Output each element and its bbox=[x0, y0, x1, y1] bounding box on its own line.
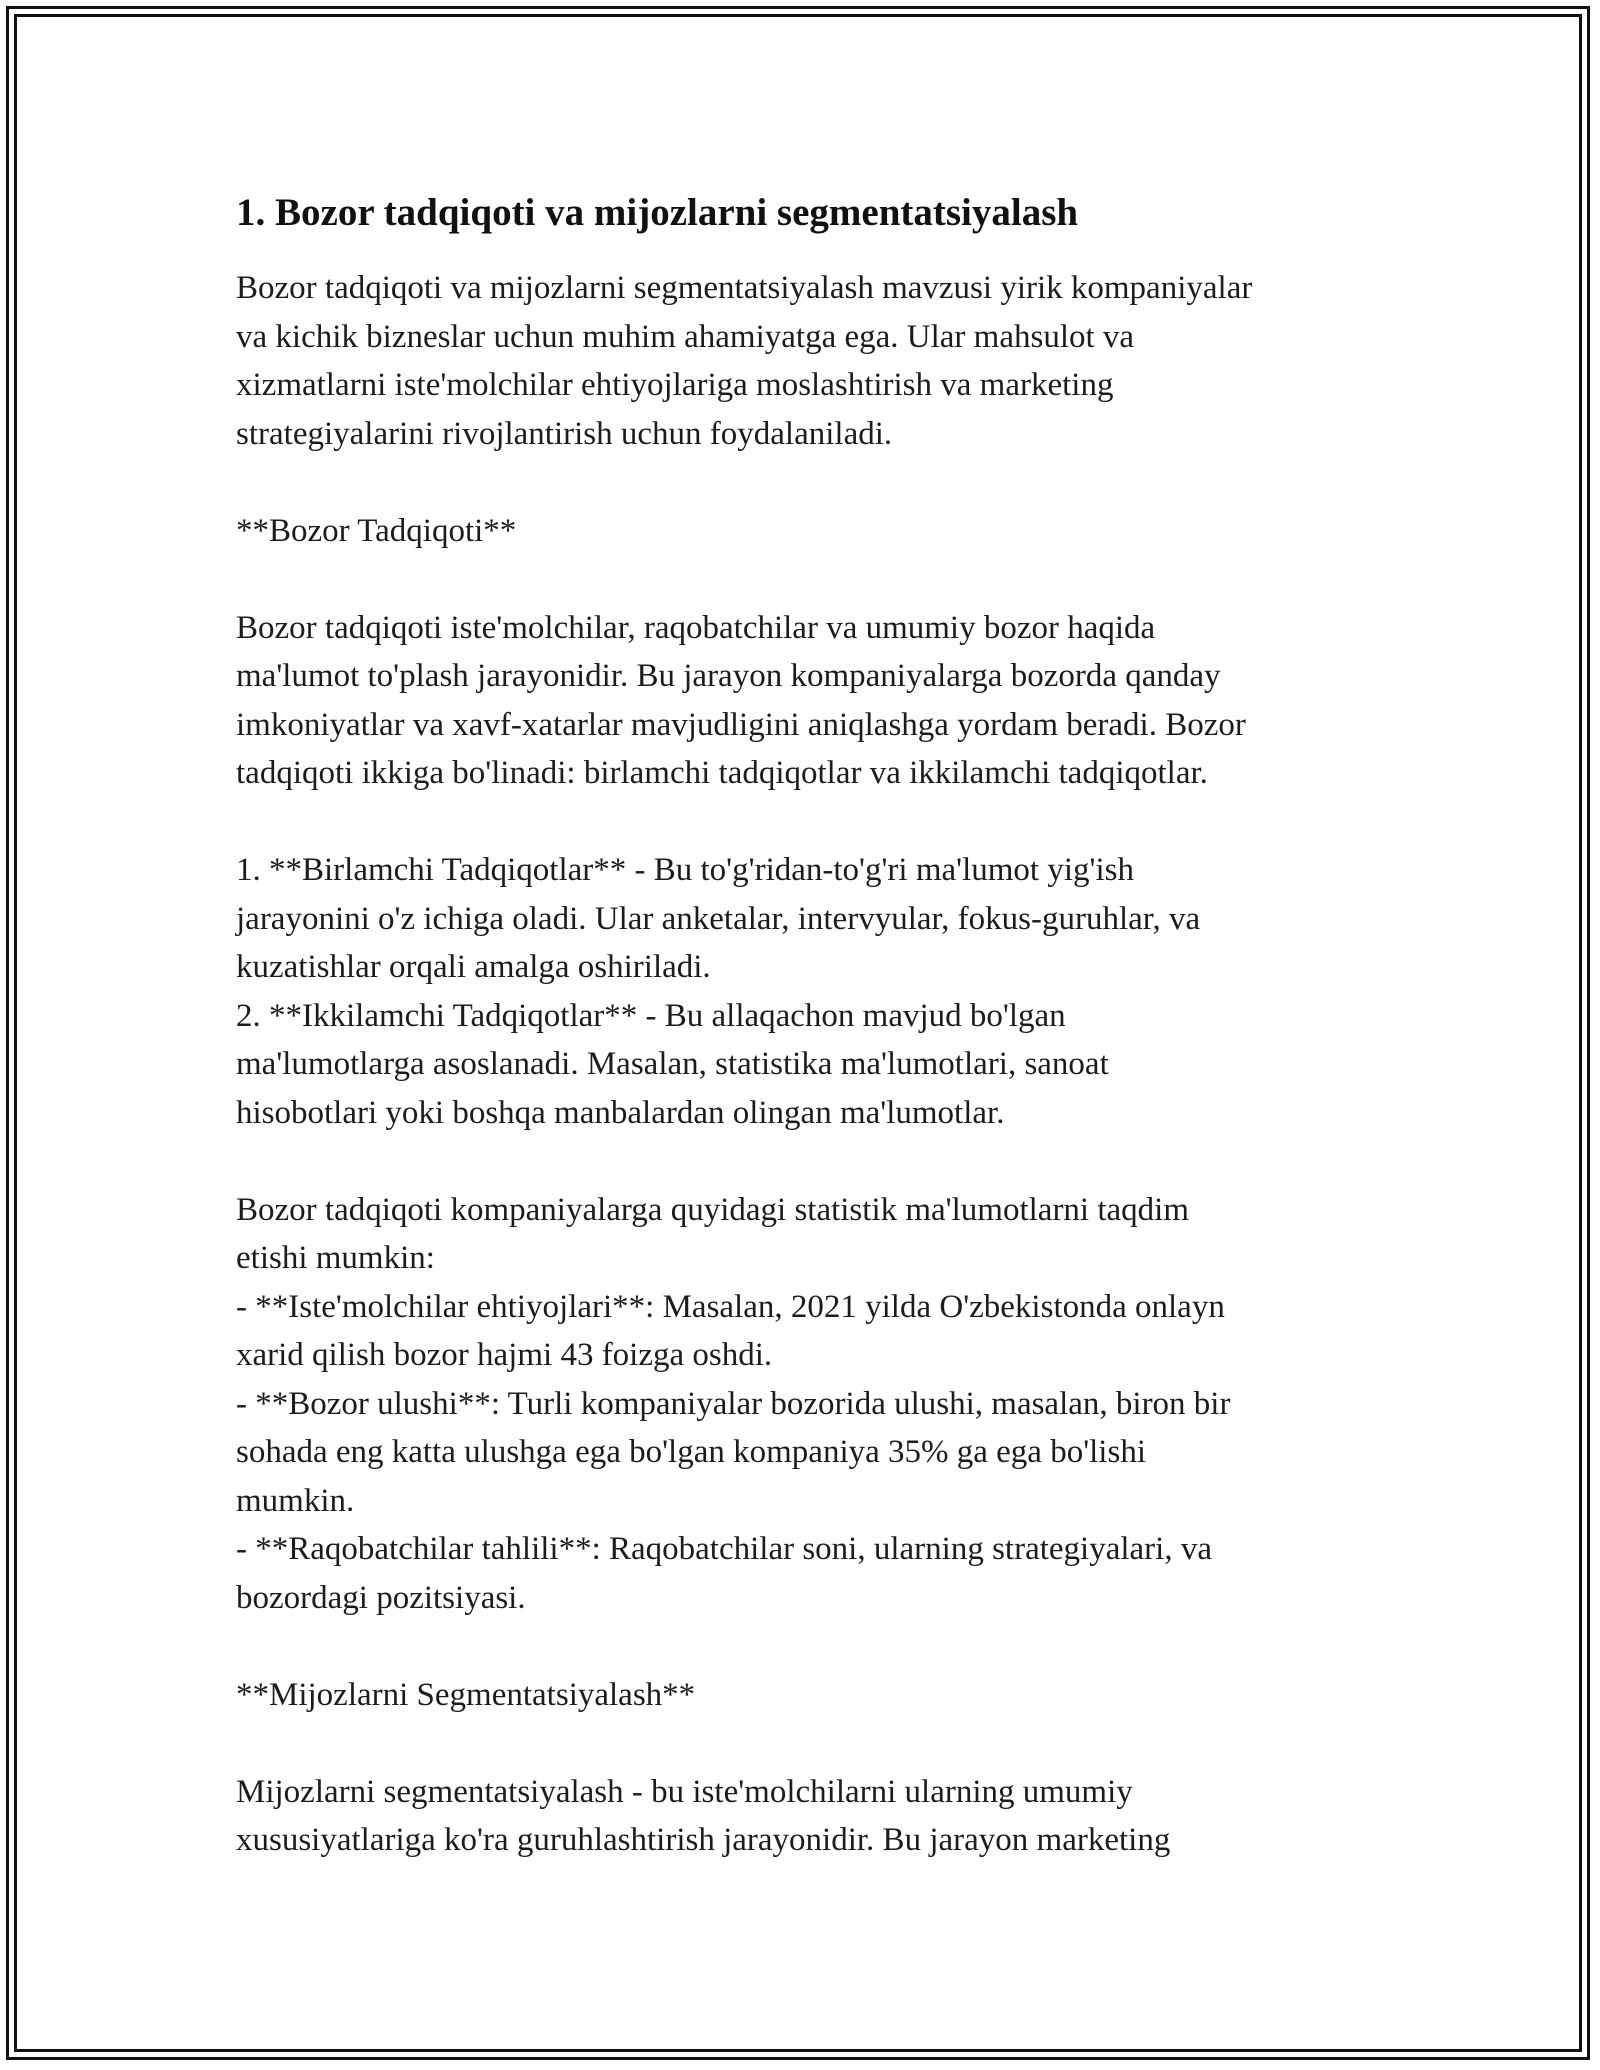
market-research-paragraph: Bozor tadqiqoti iste'molchilar, raqobatchilar va umumiy bozor haqida ma'lumot to'plash jarayonidir. Bu jarayon kompaniyalarga bozorda qanday imkoniyatlar va xavf-xatarlar mavjudligini aniqlashga yordam beradi. Bozor tadqiqoti ikkiga bo'linadi: birlamchi tadqiqotlar va ikkilamchi tadqiqotlar. bbox=[236, 609, 1246, 791]
intro-paragraph: Bozor tadqiqoti va mijozlarni segmentatsiyalash mavzusi yirik kompaniyalar va kichik bizneslar uchun muhim ahamiyatga ega. Ular mahsulot va xizmatlarni iste'molchilar ehtiyojlariga moslashtirish va marketing strategiyalarini rivojlantirish uchun foydalaniladi. bbox=[236, 270, 1253, 452]
paragraph-spacer bbox=[236, 1622, 1416, 1671]
document-title: 1. Bozor tadqiqoti va mijozlarni segmentatsiyalash bbox=[236, 191, 1079, 234]
statistics-list: Bozor tadqiqoti kompaniyalarga quyidagi statistik ma'lumotlarni taqdim etishi mumkin: - **Iste'molchilar ehtiyojlari**: Masalan, 2021 yilda O'zbekistonda onlayn xarid qilish bozor hajmi 43 foizga oshdi. - **Bozor ulushi**: Turli kompaniyalar bozorida ulushi, masalan, biron bir sohada eng katta ulushga ega bo'lgan kompaniya 35% ga ega bo'lishi mumkin. - **Raqobatchilar tahlili**: Raqobatchilar soni, ularning strategiyalari, va bozordagi pozitsiyasi. bbox=[236, 1191, 1231, 1616]
research-types-list: 1. **Birlamchi Tadqiqotlar** - Bu to'g'ridan-to'g'ri ma'lumot yig'ish jarayonini o'z ichiga oladi. Ular anketalar, intervyular, fokus-guruhlar, va kuzatishlar orqali amalga oshiriladi. 2. **Ikkilamchi Tadqiqotlar** - Bu allaqachon mavjud bo'lgan ma'lumotlarga asoslanadi. Masalan, statistika ma'lumotlari, sanoat hisobotlari yoki boshqa manbalardan olingan ma'lumotlar. bbox=[236, 852, 1201, 1131]
paragraph-spacer bbox=[236, 798, 1416, 847]
paragraph-spacer bbox=[236, 555, 1416, 604]
segmentation-paragraph: Mijozlarni segmentatsiyalash - bu iste'molchilarni ularning umumiy xususiyatlariga ko'ra guruhlashtirish jarayonidir. Bu jarayon marketing bbox=[236, 1773, 1171, 1858]
section-heading-segmentation: **Mijozlarni Segmentatsiyalash** bbox=[236, 1676, 696, 1713]
section-heading-market-research: **Bozor Tadqiqoti** bbox=[236, 512, 517, 549]
document-body bbox=[236, 188, 1416, 1865]
paragraph-spacer bbox=[236, 1719, 1416, 1768]
paragraph-spacer bbox=[236, 458, 1416, 507]
paragraph-spacer bbox=[236, 1137, 1416, 1186]
